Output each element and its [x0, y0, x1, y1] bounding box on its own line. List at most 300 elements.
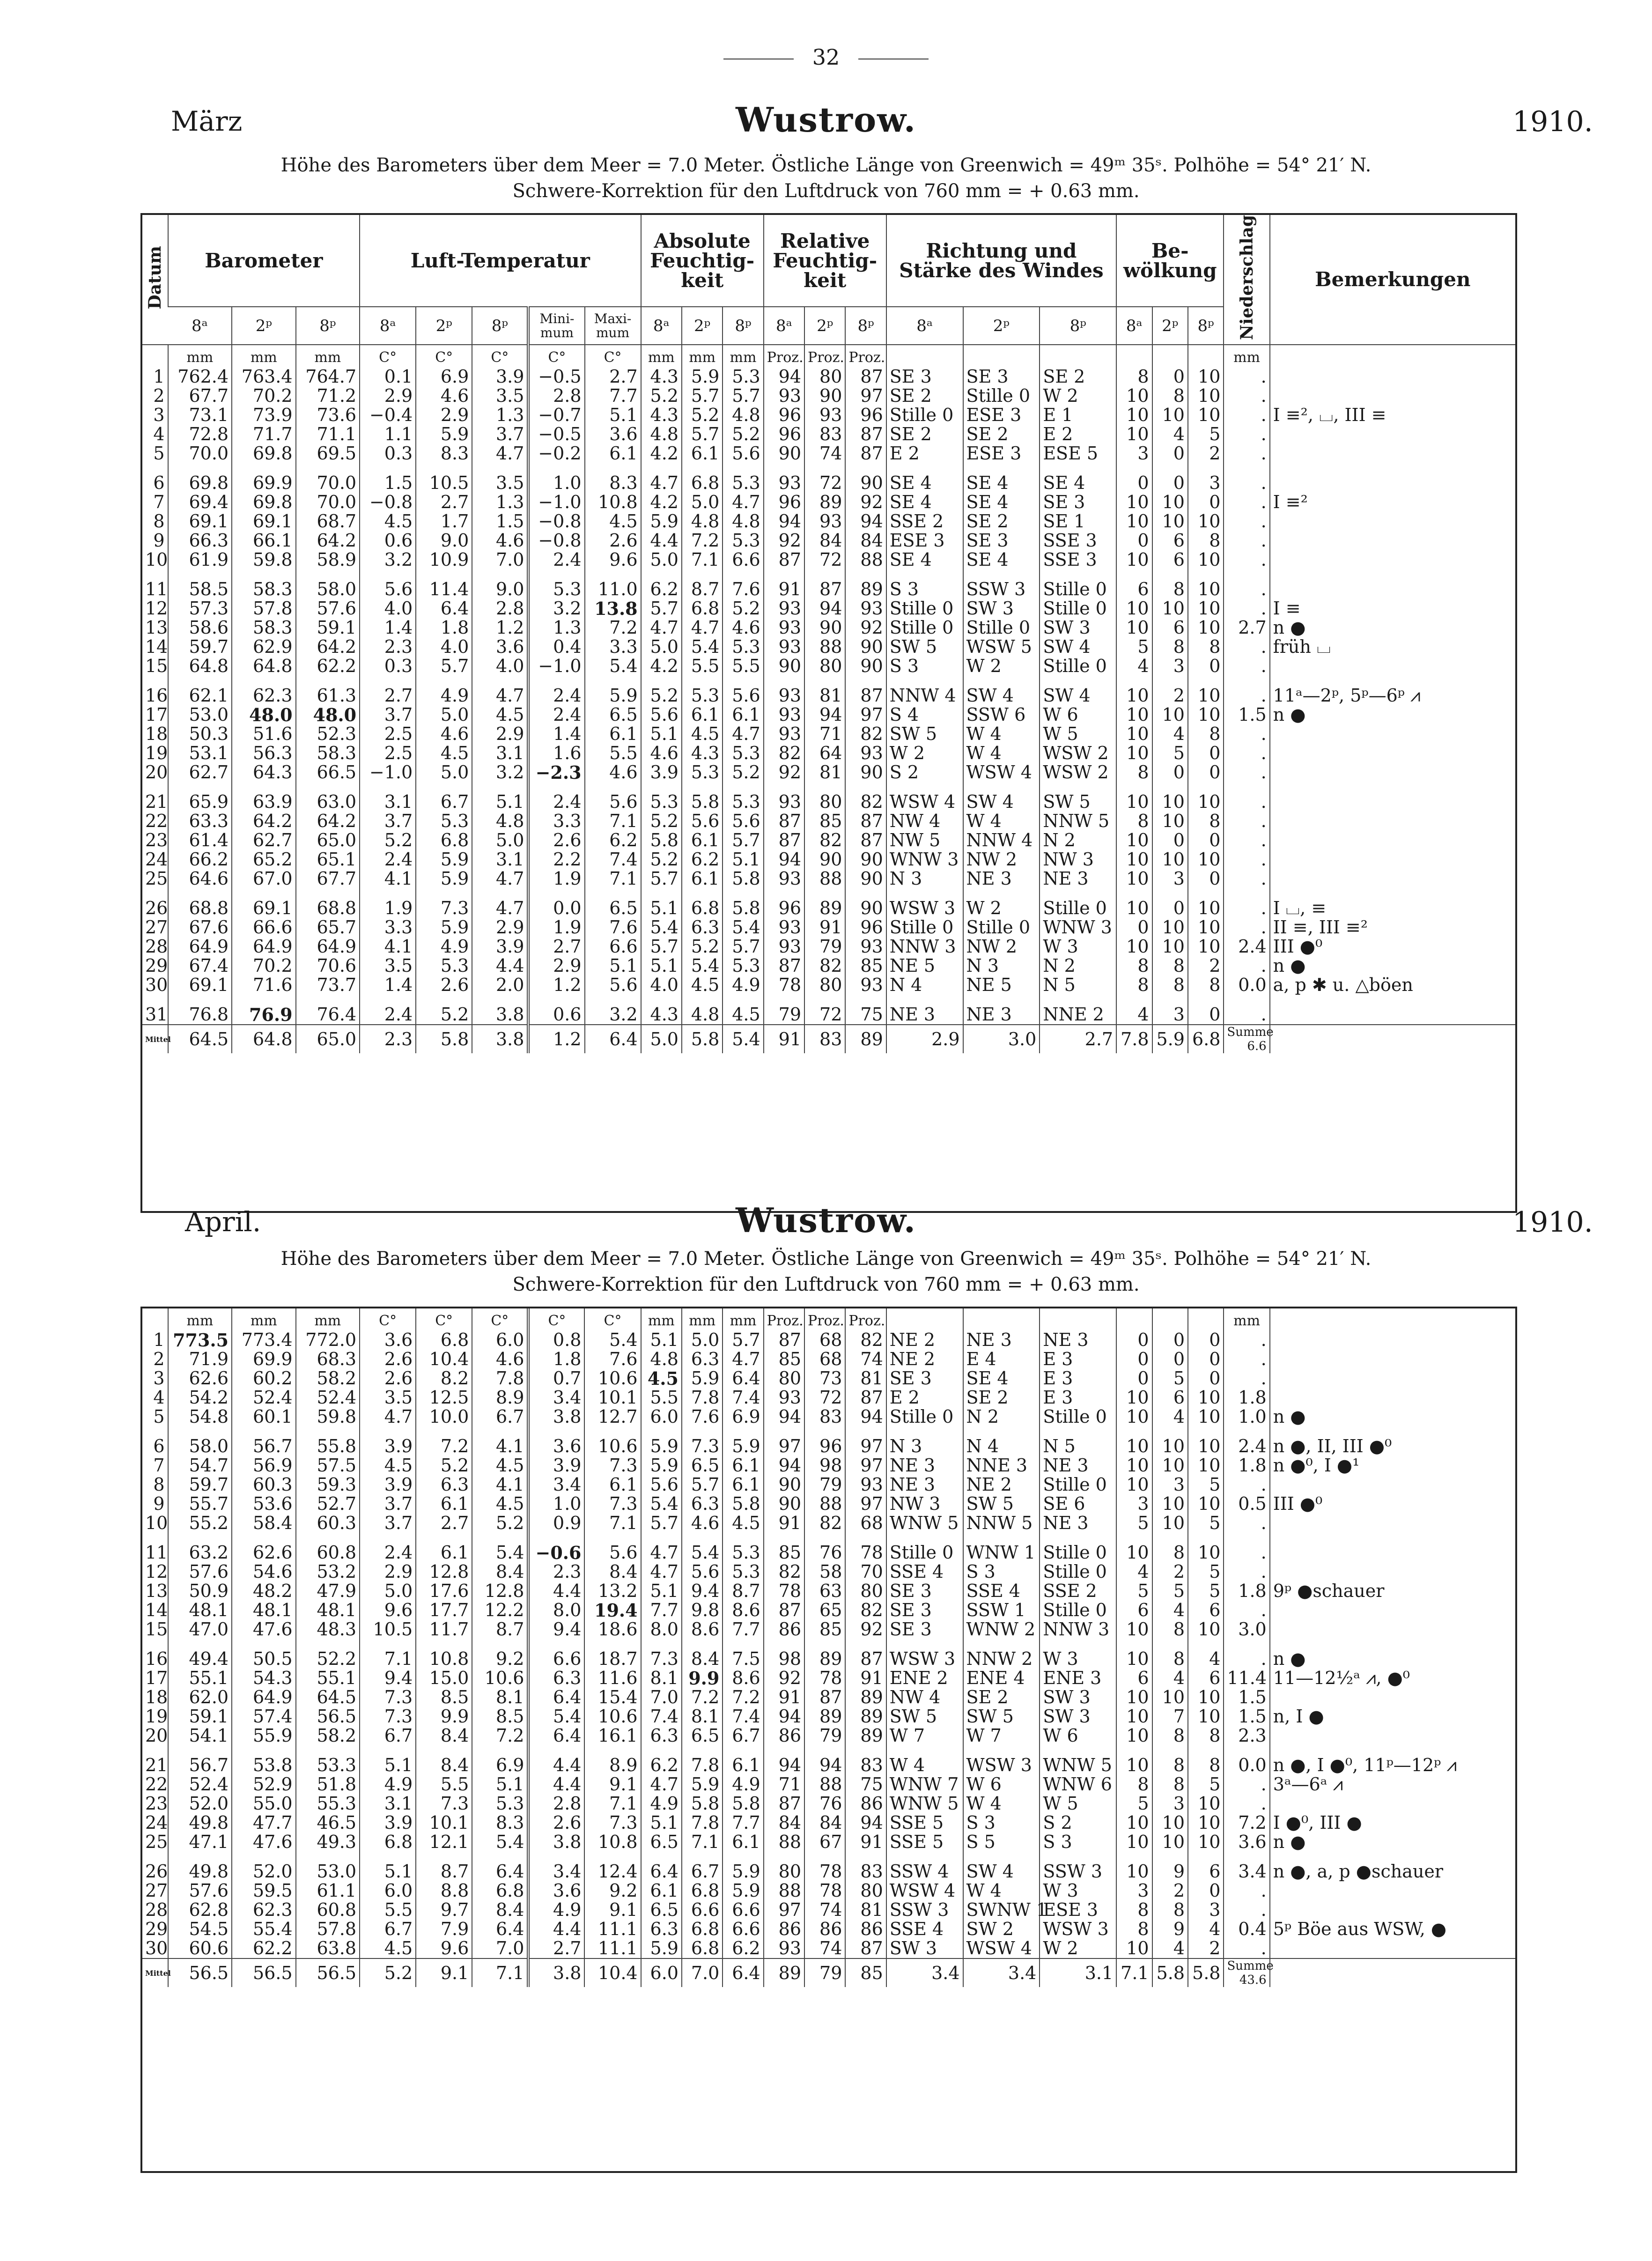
data-cell: 10 [1152, 812, 1188, 831]
data-cell: SSE 5 [886, 1813, 963, 1832]
data-cell: 9.7 [416, 1900, 472, 1920]
data-cell: 57.6 [168, 1562, 232, 1581]
data-cell: 84 [764, 1813, 804, 1832]
data-cell: SSW 1 [963, 1601, 1040, 1620]
data-cell: 87 [845, 831, 886, 850]
unit-cell [1188, 345, 1224, 367]
data-cell: SW 3 [1040, 618, 1116, 637]
data-cell: 3.1 [472, 850, 528, 869]
data-cell: −0.5 [528, 425, 584, 444]
data-cell: 10 [1116, 1726, 1152, 1745]
data-cell: 14 [145, 636, 168, 658]
data-cell: 69.1 [232, 512, 295, 531]
data-cell: 6.3 [682, 918, 723, 937]
data-cell: 10.1 [416, 1813, 472, 1832]
data-cell: 1.2 [528, 975, 584, 995]
data-cell: 7.6 [682, 1407, 723, 1426]
data-cell: 53.6 [232, 1494, 295, 1514]
data-cell: 87 [845, 1639, 886, 1669]
data-cell: 91 [845, 1669, 886, 1688]
mittel-cell: 64.8 [232, 1025, 295, 1053]
data-cell: W 2 [1040, 1939, 1116, 1958]
data-cell: 51.8 [296, 1775, 360, 1794]
data-cell: 70.6 [296, 956, 360, 975]
data-cell: 7.1 [360, 1639, 416, 1669]
mittel-cell: 7.1 [1116, 1958, 1152, 1987]
data-cell: 7.5 [723, 1639, 763, 1669]
subheader: Mini- mum [528, 307, 584, 345]
data-cell: 4.7 [472, 444, 528, 463]
data-cell: 2.9 [472, 724, 528, 744]
data-cell: 10 [1116, 1533, 1152, 1562]
data-cell: 2.7 [1224, 618, 1269, 637]
data-cell: 6.1 [585, 444, 641, 463]
data-cell: −1.0 [528, 657, 584, 676]
table-row [142, 1669, 1515, 1688]
data-cell: 66.1 [232, 531, 295, 550]
data-cell: 72 [804, 550, 845, 569]
data-cell: 1.3 [528, 618, 584, 637]
data-cell: 21 [145, 1755, 168, 1775]
data-cell: 9.4 [360, 1669, 416, 1688]
data-cell: 3 [153, 1368, 165, 1389]
data-cell: 5.7 [641, 937, 682, 956]
data-cell: WNW 1 [963, 1533, 1040, 1562]
data-cell: 67.7 [168, 386, 232, 406]
data-cell: 5.4 [682, 637, 723, 657]
data-cell: 60.6 [168, 1939, 232, 1958]
data-cell: 8.5 [416, 1688, 472, 1707]
data-cell: 3.2 [472, 763, 528, 782]
unit-cell [886, 345, 963, 367]
unit-cell [1270, 1308, 1515, 1330]
data-cell: N 2 [963, 1407, 1040, 1426]
data-cell: S 3 [963, 1813, 1040, 1832]
data-cell: 56.9 [232, 1456, 295, 1475]
data-cell: 1.4 [360, 975, 416, 995]
data-cell: 10 [1116, 676, 1152, 705]
data-cell: 5.3 [528, 569, 584, 599]
data-cell: 22 [145, 811, 168, 832]
mittel-cell: 89 [845, 1025, 886, 1053]
data-cell: 10 [1188, 1832, 1224, 1852]
data-cell: 6.2 [585, 831, 641, 850]
data-cell: WSW 5 [963, 637, 1040, 657]
data-cell: SSW 4 [886, 1852, 963, 1881]
data-cell: 4 [1152, 1407, 1188, 1426]
data-cell: 3 [1188, 463, 1224, 493]
data-cell: 6 [1116, 1601, 1152, 1620]
data-cell: 0 [1152, 888, 1188, 918]
data-cell: 54.6 [232, 1562, 295, 1581]
data-cell: 6.1 [723, 1456, 763, 1475]
correction-line: Schwere-Korrektion für den Luftdruck von 760 mm = + 0.63 mm. [512, 180, 1140, 202]
data-cell: 78 [804, 1852, 845, 1881]
data-cell: 4.8 [641, 1350, 682, 1369]
data-cell: 64.9 [232, 937, 295, 956]
data-cell: NW 3 [886, 1494, 963, 1514]
data-cell: 0 [1116, 1330, 1152, 1350]
subheader: 8ᵖ [845, 307, 886, 345]
mittel-cell: 2.7 [1040, 1025, 1116, 1053]
data-cell [1270, 367, 1515, 386]
data-cell: 4 [1152, 1601, 1188, 1620]
mittel-cell: 6.0 [641, 1958, 682, 1987]
data-cell: 10 [145, 1513, 168, 1533]
data-cell: 79 [804, 937, 845, 956]
data-cell: 76.8 [168, 995, 232, 1025]
data-cell: 65.0 [296, 831, 360, 850]
data-cell: 57.8 [232, 599, 295, 618]
data-cell: 8 [1116, 367, 1152, 386]
data-cell: 10 [1152, 782, 1188, 812]
data-cell: 2.7 [416, 1514, 472, 1533]
table-row [142, 937, 1515, 956]
data-cell: 61.1 [296, 1881, 360, 1900]
data-cell: 84 [845, 531, 886, 550]
data-cell: . [1224, 637, 1269, 657]
data-cell: 58.3 [232, 569, 295, 599]
data-cell: 73.9 [232, 406, 295, 425]
data-cell: 6.8 [472, 1881, 528, 1900]
data-cell: 3ᵃ—6ᵃ ⩘ [1270, 1775, 1515, 1794]
data-cell: 19 [145, 743, 168, 764]
data-cell: 9 [1152, 1852, 1188, 1881]
data-cell: NE 3 [963, 1330, 1040, 1350]
data-cell: 4.7 [641, 1533, 682, 1562]
data-cell: WSW 3 [963, 1745, 1040, 1775]
data-cell: 58.3 [296, 744, 360, 763]
data-cell: 5.2 [416, 1456, 472, 1475]
data-cell: 10 [145, 549, 168, 570]
data-cell: 68.8 [168, 888, 232, 918]
data-cell: 10 [1116, 1639, 1152, 1669]
data-cell: 64.2 [296, 812, 360, 831]
data-cell: 13 [145, 617, 168, 638]
data-cell: 5.1 [641, 724, 682, 744]
data-cell: 5.2 [641, 850, 682, 869]
data-cell: 5.7 [723, 386, 763, 406]
data-cell: 3.6 [528, 1426, 584, 1456]
data-cell: 8 [1152, 386, 1188, 406]
data-cell: 10 [1116, 869, 1152, 888]
mittel-cell: 10.4 [584, 1958, 641, 1987]
data-cell: 7.7 [723, 1620, 763, 1639]
data-cell: Stille 0 [963, 386, 1040, 406]
data-cell: 6 [1188, 1669, 1224, 1688]
table-row [142, 1852, 1515, 1881]
data-cell: 5.3 [723, 1562, 763, 1581]
data-cell: 8.4 [416, 1726, 472, 1745]
data-cell: 2.4 [528, 676, 584, 705]
data-cell: 5.7 [416, 657, 472, 676]
data-cell: SE 3 [886, 1369, 963, 1388]
data-cell: 97 [845, 1494, 886, 1514]
data-cell: 2.4 [1224, 937, 1269, 956]
data-cell: 58.2 [296, 1369, 360, 1388]
data-cell: 64 [804, 744, 845, 763]
data-cell: 1.3 [472, 493, 528, 512]
data-cell: 2.7 [585, 367, 641, 386]
data-cell: 87 [845, 425, 886, 444]
data-cell: W 2 [1040, 386, 1116, 406]
subheader: 2ᵖ [682, 307, 723, 345]
data-cell: NE 5 [963, 975, 1040, 995]
data-cell: NE 2 [886, 1350, 963, 1369]
data-cell: 85 [804, 812, 845, 831]
data-cell: SE 4 [963, 493, 1040, 512]
data-cell: 52.0 [168, 1794, 232, 1813]
data-cell: 0.1 [360, 367, 416, 386]
data-cell: 10 [1116, 1620, 1152, 1639]
table-row [142, 444, 1515, 463]
data-cell: 78 [764, 975, 804, 995]
data-cell: 10 [1188, 1620, 1224, 1639]
abs-humidity-header: Absolute Feuchtig- keit [641, 215, 764, 307]
table-row [142, 1920, 1515, 1939]
data-cell: 70.0 [296, 463, 360, 493]
data-cell: 5.7 [723, 831, 763, 850]
data-cell: 10 [1152, 493, 1188, 512]
data-cell: 6.1 [723, 1832, 763, 1852]
data-cell: 71 [764, 1775, 804, 1794]
data-cell: 93 [764, 1939, 804, 1958]
data-cell: WSW 4 [886, 782, 963, 812]
data-cell: 6.5 [641, 1832, 682, 1852]
data-cell: 69.8 [232, 493, 295, 512]
data-cell: 52.9 [232, 1775, 295, 1794]
data-cell: 19 [145, 1706, 168, 1727]
data-cell: 4.7 [472, 869, 528, 888]
data-cell: 6.1 [682, 869, 723, 888]
data-cell: 54.1 [168, 1726, 232, 1745]
data-cell: 7.6 [723, 569, 763, 599]
data-cell: 73.1 [168, 406, 232, 425]
data-cell: 60.1 [232, 1407, 295, 1426]
data-cell: 0.6 [360, 531, 416, 550]
data-cell: Stille 0 [963, 918, 1040, 937]
unit-cell [1116, 345, 1152, 367]
data-cell: 4.8 [723, 512, 763, 531]
data-cell: 11 [145, 579, 168, 600]
subheader: 2ᵖ [416, 307, 472, 345]
data-cell: −1.0 [360, 763, 416, 782]
data-cell: 13.2 [584, 1581, 641, 1601]
data-cell: 7.2 [472, 1726, 528, 1745]
data-cell: 97 [845, 1426, 886, 1456]
data-cell: . [1224, 1601, 1269, 1620]
subheader: 8ᵃ [764, 307, 804, 345]
data-cell: Stille 0 [1040, 1562, 1116, 1581]
data-cell: 5.2 [723, 425, 763, 444]
data-cell: 93 [764, 1388, 804, 1407]
mittel-row [142, 1958, 1515, 1987]
data-cell: 3 [153, 405, 165, 426]
data-cell: 62.3 [232, 676, 295, 705]
data-cell: S 3 [886, 657, 963, 676]
data-cell: I ●⁰, III ● [1270, 1813, 1515, 1832]
data-cell: 4.1 [472, 1426, 528, 1456]
data-cell: 3 [1152, 869, 1188, 888]
data-cell: 75 [845, 995, 886, 1025]
data-cell: 0.8 [528, 1330, 584, 1350]
data-cell: 88 [845, 550, 886, 569]
data-cell: Stille 0 [886, 1533, 963, 1562]
unit-cell: mm [296, 1308, 360, 1330]
data-cell: 4.5 [682, 975, 723, 995]
table-row [142, 1745, 1515, 1775]
data-cell: 5.7 [641, 1514, 682, 1533]
data-cell: 70.0 [296, 493, 360, 512]
data-cell: 12.8 [472, 1581, 528, 1601]
data-cell: 8.3 [416, 444, 472, 463]
data-cell: 63 [804, 1581, 845, 1601]
data-cell: 8 [1116, 956, 1152, 975]
data-cell: 6.8 [682, 888, 723, 918]
unit-cell: mm [168, 345, 232, 367]
data-cell: 94 [764, 1407, 804, 1426]
mittel-cell: 7.8 [1116, 1025, 1152, 1053]
data-cell: NW 3 [1040, 850, 1116, 869]
data-cell: SE 4 [963, 550, 1040, 569]
table-row [142, 406, 1515, 425]
data-cell: 6.7 [723, 1726, 763, 1745]
data-cell: 2.4 [360, 1533, 416, 1562]
data-cell: 26 [145, 898, 168, 919]
data-cell: 5.2 [360, 831, 416, 850]
data-cell: 6.1 [682, 831, 723, 850]
data-cell: SE 2 [963, 512, 1040, 531]
data-cell: 4.8 [472, 812, 528, 831]
data-cell: 10 [1152, 1688, 1188, 1707]
table-row [142, 782, 1515, 812]
data-cell: 5.0 [641, 550, 682, 569]
data-cell: NNW 5 [1040, 812, 1116, 831]
data-cell: 2.6 [528, 1813, 584, 1832]
data-cell: 4.1 [360, 937, 416, 956]
data-cell: ESE 3 [963, 406, 1040, 425]
data-cell: 10 [1188, 1407, 1224, 1426]
data-cell: 63.2 [168, 1533, 232, 1562]
data-cell: 8.1 [641, 1669, 682, 1688]
data-cell: 2 [1188, 956, 1224, 975]
data-cell: 87 [764, 1330, 804, 1350]
data-cell: 69.8 [232, 444, 295, 463]
data-cell: 3.4 [1224, 1852, 1269, 1881]
data-cell: 3 [1152, 1475, 1188, 1494]
data-cell: 6.1 [416, 1494, 472, 1514]
data-cell: 5 [153, 1406, 165, 1427]
data-cell: 69.5 [296, 444, 360, 463]
data-cell: ENE 4 [963, 1669, 1040, 1688]
data-cell: 5.0 [416, 705, 472, 724]
data-cell: 1.3 [472, 406, 528, 425]
data-cell: 51.6 [232, 724, 295, 744]
table-row [142, 956, 1515, 975]
data-cell: WSW 4 [963, 1939, 1040, 1958]
data-cell: 6.4 [472, 1920, 528, 1939]
data-cell: 64.9 [232, 1688, 295, 1707]
data-cell: SE 4 [886, 550, 963, 569]
data-cell: 6.8 [416, 831, 472, 850]
data-cell: 4 [1152, 724, 1188, 744]
data-cell: 87 [845, 1939, 886, 1958]
data-cell: 89 [845, 1726, 886, 1745]
data-cell: 82 [764, 1562, 804, 1581]
mittel-cell: 2.9 [886, 1025, 963, 1053]
data-cell: 71.1 [296, 425, 360, 444]
data-cell: 6.2 [641, 569, 682, 599]
data-cell: 5.4 [682, 956, 723, 975]
data-cell: N 2 [1040, 831, 1116, 850]
data-cell: 10 [1152, 406, 1188, 425]
data-cell: 80 [764, 1852, 804, 1881]
data-cell: 62.6 [168, 1369, 232, 1388]
data-cell: 5.6 [584, 1533, 641, 1562]
data-cell: 90 [764, 1494, 804, 1514]
data-cell: . [1224, 657, 1269, 676]
data-cell [1270, 812, 1515, 831]
table-row [142, 1388, 1515, 1407]
subheader: 8ᵖ [1040, 307, 1116, 345]
data-cell: 3.6 [1224, 1832, 1269, 1852]
data-cell: 8.6 [723, 1669, 763, 1688]
data-cell: 6.3 [682, 1350, 723, 1369]
temperature-header: Luft-Temperatur [360, 215, 641, 307]
data-cell: E 3 [1040, 1350, 1116, 1369]
data-cell: 8.9 [584, 1745, 641, 1775]
data-cell: . [1224, 918, 1269, 937]
data-cell: NNE 3 [963, 1456, 1040, 1475]
table-row [142, 1475, 1515, 1494]
data-cell: 64.2 [296, 531, 360, 550]
data-cell: 10 [1152, 918, 1188, 937]
mittel-cell [1270, 1958, 1515, 1987]
data-cell: 9ᵖ ●schauer [1270, 1581, 1515, 1601]
data-cell: 96 [764, 425, 804, 444]
data-cell: 11.6 [584, 1669, 641, 1688]
data-cell: 5.0 [682, 493, 723, 512]
data-cell: NW 5 [886, 831, 963, 850]
data-cell: . [1224, 1900, 1269, 1920]
data-cell: WSW 3 [886, 888, 963, 918]
data-cell: 2.7 [528, 937, 584, 956]
data-cell: 59.5 [232, 1881, 295, 1900]
data-cell: 64.6 [168, 869, 232, 888]
data-cell: 7.2 [682, 531, 723, 550]
data-cell: 15.4 [584, 1688, 641, 1707]
data-cell: 96 [845, 918, 886, 937]
data-cell: 89 [845, 569, 886, 599]
data-cell: −0.7 [528, 406, 584, 425]
data-cell: 59.3 [296, 1475, 360, 1494]
table-row [142, 995, 1515, 1025]
data-cell: 2 [1152, 676, 1188, 705]
mittel-cell: 6.8 [1188, 1025, 1224, 1053]
data-cell: 4.0 [360, 599, 416, 618]
data-cell: 90 [845, 463, 886, 493]
data-cell: 5 [1188, 425, 1224, 444]
unit-cell [1040, 1308, 1116, 1330]
data-cell: 2.9 [472, 918, 528, 937]
data-cell: 8 [1116, 1920, 1152, 1939]
data-cell: ESE 5 [1040, 444, 1116, 463]
data-cell: 69.9 [232, 463, 295, 493]
data-cell: 6.1 [416, 1533, 472, 1562]
table-row [142, 676, 1515, 705]
data-cell: 10 [1116, 1745, 1152, 1775]
data-cell: 11.4 [1224, 1669, 1269, 1688]
